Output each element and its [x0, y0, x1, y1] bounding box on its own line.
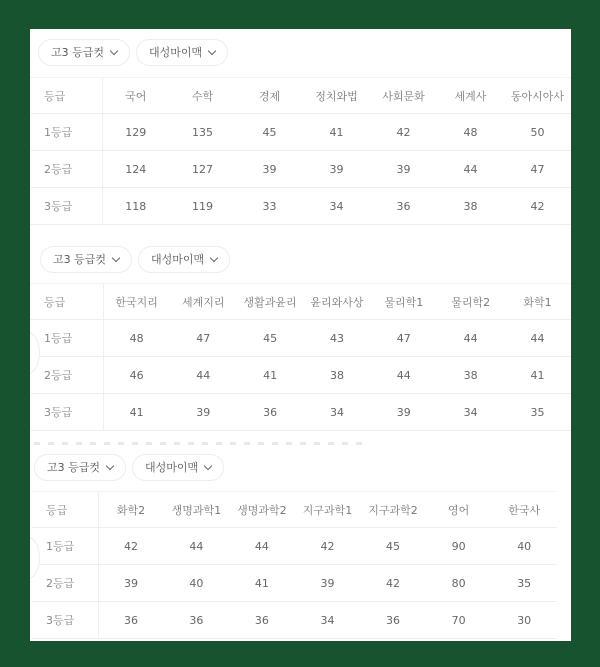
column-header: 생명과학1 — [164, 492, 230, 528]
column-header: 사회문화 — [370, 78, 437, 114]
table-cell: 34 — [295, 602, 361, 639]
column-header: 생활과윤리 — [237, 284, 304, 320]
column-header: 한국지리 — [103, 284, 170, 320]
table-cell: 44 — [164, 528, 230, 565]
table-cell: 36 — [164, 602, 230, 639]
table-row — [30, 394, 571, 431]
column-header: 경제 — [236, 78, 303, 114]
table-cell: 39 — [295, 565, 361, 602]
provider-dropdown[interactable] — [132, 454, 224, 481]
column-header: 윤리와사상 — [304, 284, 371, 320]
provider-dropdown-label: 대성마이맥 — [149, 46, 203, 59]
filter-bar — [30, 37, 571, 67]
table-cell: 38 — [304, 357, 371, 394]
table-cell: 42 — [98, 528, 164, 565]
table-cell: 80 — [426, 565, 492, 602]
row-label: 2등급 — [30, 357, 103, 394]
table-cell: 34 — [304, 394, 371, 431]
column-header: 등급 — [32, 492, 98, 528]
table-header-row — [30, 284, 571, 320]
chevron-down-icon — [112, 253, 120, 261]
table-cell: 45 — [236, 114, 303, 151]
grade-cut-section-1 — [30, 37, 571, 225]
table-cell: 45 — [237, 320, 304, 357]
table-cell: 38 — [437, 357, 504, 394]
row-label: 1등급 — [30, 320, 103, 357]
table-cell: 35 — [491, 565, 557, 602]
column-header: 세계사 — [437, 78, 504, 114]
row-label: 3등급 — [32, 602, 98, 639]
filter-bar — [30, 452, 571, 482]
table-cell: 36 — [360, 602, 426, 639]
row-label: 3등급 — [30, 188, 102, 225]
table-cell: 43 — [304, 320, 371, 357]
table-cell: 44 — [370, 357, 437, 394]
table-cell: 70 — [426, 602, 492, 639]
table-row — [30, 357, 571, 394]
column-header: 국어 — [102, 78, 169, 114]
column-header: 물리학2 — [437, 284, 504, 320]
table-cell: 46 — [103, 357, 170, 394]
table-cell: 34 — [437, 394, 504, 431]
table-cell: 42 — [504, 188, 571, 225]
grade-cut-table — [32, 491, 557, 639]
chevron-down-icon — [106, 461, 114, 469]
table-cell: 119 — [169, 188, 236, 225]
table-cell: 39 — [370, 151, 437, 188]
provider-dropdown[interactable] — [136, 39, 228, 66]
grade-cut-dropdown-label: 고3 등급컷 — [47, 461, 100, 474]
table-cell: 47 — [370, 320, 437, 357]
table-header-row — [30, 78, 571, 114]
table-row — [32, 565, 557, 602]
table-cell: 47 — [170, 320, 237, 357]
table-cell: 48 — [103, 320, 170, 357]
table-cell: 38 — [437, 188, 504, 225]
column-header: 지구과학1 — [295, 492, 361, 528]
table-cell: 30 — [491, 602, 557, 639]
table-cell: 42 — [360, 565, 426, 602]
grade-cut-dropdown-label: 고3 등급컷 — [51, 46, 104, 59]
table-row — [32, 602, 557, 639]
table-cell: 36 — [98, 602, 164, 639]
table-cell: 44 — [229, 528, 295, 565]
grade-cut-table — [30, 77, 571, 225]
column-header: 정치와법 — [303, 78, 370, 114]
table-cell: 50 — [504, 114, 571, 151]
table-cell: 118 — [102, 188, 169, 225]
column-header: 지구과학2 — [360, 492, 426, 528]
table-cell: 33 — [236, 188, 303, 225]
table-cell: 40 — [491, 528, 557, 565]
table-cell: 44 — [437, 151, 504, 188]
grade-cut-dropdown[interactable] — [38, 39, 130, 66]
table-cell: 39 — [236, 151, 303, 188]
table-cell: 41 — [237, 357, 304, 394]
table-cell: 34 — [303, 188, 370, 225]
table-row — [30, 114, 571, 151]
table-cell: 36 — [229, 602, 295, 639]
column-header: 세계지리 — [170, 284, 237, 320]
table-cell: 44 — [437, 320, 504, 357]
table-cell: 42 — [295, 528, 361, 565]
column-header: 한국사 — [491, 492, 557, 528]
table-cell: 135 — [169, 114, 236, 151]
column-header: 화학2 — [98, 492, 164, 528]
table-cell: 129 — [102, 114, 169, 151]
row-label: 1등급 — [32, 528, 98, 565]
table-row — [30, 151, 571, 188]
table-cell: 40 — [164, 565, 230, 602]
table-cell: 127 — [169, 151, 236, 188]
table-cell: 45 — [360, 528, 426, 565]
table-cell: 42 — [370, 114, 437, 151]
table-cell: 41 — [103, 394, 170, 431]
table-row — [30, 188, 571, 225]
column-header: 생명과학2 — [229, 492, 295, 528]
column-header: 화학1 — [504, 284, 571, 320]
chevron-down-icon — [204, 461, 212, 469]
column-header: 등급 — [30, 284, 103, 320]
grade-cut-panel — [30, 29, 571, 641]
table-cell: 35 — [504, 394, 571, 431]
row-label: 2등급 — [32, 565, 98, 602]
row-label: 2등급 — [30, 151, 102, 188]
provider-dropdown[interactable] — [138, 246, 230, 273]
grade-cut-dropdown-label: 고3 등급컷 — [53, 253, 106, 266]
table-cell: 41 — [504, 357, 571, 394]
table-cell: 39 — [303, 151, 370, 188]
table-cell: 124 — [102, 151, 169, 188]
table-cell: 39 — [170, 394, 237, 431]
table-cell: 36 — [237, 394, 304, 431]
table-cell: 90 — [426, 528, 492, 565]
table-cell: 39 — [370, 394, 437, 431]
table-cell: 39 — [98, 565, 164, 602]
row-label: 1등급 — [30, 114, 102, 151]
table-cell: 36 — [370, 188, 437, 225]
table-cell: 44 — [170, 357, 237, 394]
chevron-down-icon — [210, 253, 218, 261]
column-header: 수학 — [169, 78, 236, 114]
grade-cut-section-2 — [30, 244, 571, 431]
cropped-text-line — [34, 442, 364, 445]
chevron-down-icon — [208, 46, 216, 54]
column-header: 영어 — [426, 492, 492, 528]
row-label: 3등급 — [30, 394, 103, 431]
grade-cut-dropdown[interactable] — [40, 246, 132, 273]
filter-bar — [30, 244, 571, 274]
chevron-down-icon — [110, 46, 118, 54]
table-cell: 41 — [229, 565, 295, 602]
table-cell: 41 — [303, 114, 370, 151]
table-row — [32, 528, 557, 565]
column-header: 등급 — [30, 78, 102, 114]
table-cell: 47 — [504, 151, 571, 188]
grade-cut-dropdown[interactable] — [34, 454, 126, 481]
grade-cut-section-3 — [30, 452, 571, 639]
provider-dropdown-label: 대성마이맥 — [145, 461, 199, 474]
table-cell: 44 — [504, 320, 571, 357]
grade-cut-table — [30, 283, 571, 431]
column-header: 물리학1 — [370, 284, 437, 320]
table-cell: 48 — [437, 114, 504, 151]
table-header-row — [32, 492, 557, 528]
provider-dropdown-label: 대성마이맥 — [151, 253, 205, 266]
table-row — [30, 320, 571, 357]
column-header: 동아시아사 — [504, 78, 571, 114]
